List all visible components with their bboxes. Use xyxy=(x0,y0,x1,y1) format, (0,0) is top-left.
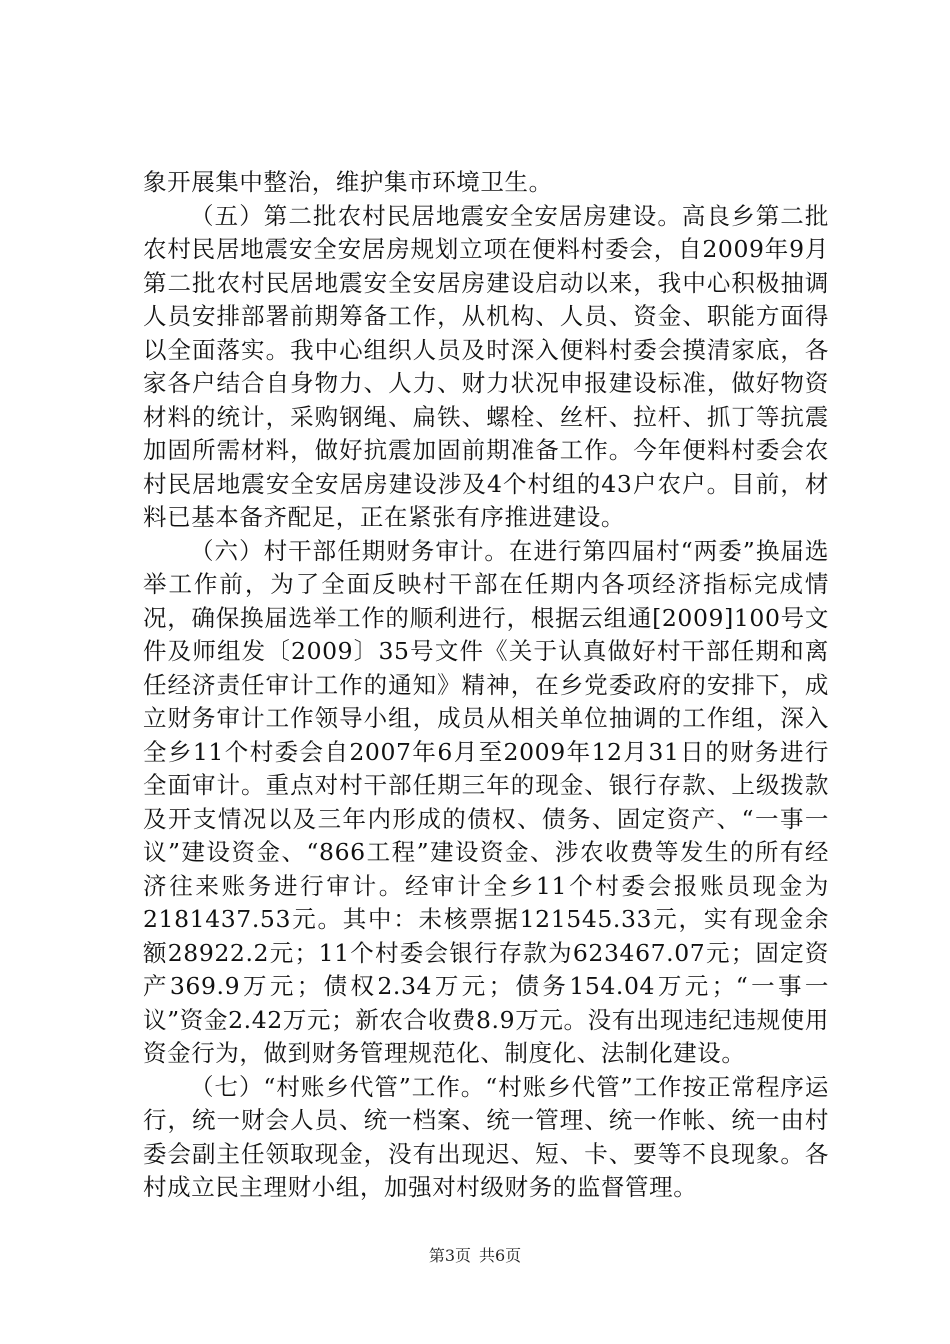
page-total: 共6页 xyxy=(479,1246,522,1265)
document-body xyxy=(143,166,829,1205)
paragraph-continuation: 象开展集中整治，维护集市环境卫生。 xyxy=(143,168,553,196)
paragraph-section-5: （五）第二批农村民居地震安全安居房建设。高良乡第二批农村民居地震安全安居房规划立项在便料村委会，自2009年9月第二批农村民居地震安全安居房建设启动以来，我中心积极抽调人员安排部署前期筹备工作，从机构、人员、资金、职能方面得以全面落实。我中心组织人员及时深入便料村委会摸清家底，各家各户结合自身物力、人力、财力状况申报建设标准，做好物资材料的统计，采购钢绳、扁铁、螺栓、丝杆、拉杆、抓丁等抗震加固所需材料，做好抗震加固前期准备工作。今年便料村委会农村民居地震安全安居房建设涉及4个村组的43户农户。目前，材料已基本备齐配足，正在紧张有序推进建设。 xyxy=(143,201,829,531)
paragraph-section-7: （七）“村账乡代管”工作。“村账乡代管”工作按正常程序运行，统一财会人员、统一档案、统一管理、统一作帐、统一由村委会副主任领取现金，没有出现迟、短、卡、要等不良现象。各村成立民主理财小组，加强对村级财务的监督管理。 xyxy=(143,1072,829,1201)
page-number: 第3页 xyxy=(428,1246,471,1265)
paragraph-section-6: （六）村干部任期财务审计。在进行第四届村“两委”换届选举工作前，为了全面反映村干部在任期内各项经济指标完成情况，确保换届选举工作的顺利进行，根据云组通[2009]100号文件及师组发〔2009〕35号文件《关于认真做好村干部任期和离任经济责任审计工作的通知》精神，在乡党委政府的安排下，成立财务审计工作领导小组，成员从相关单位抽调的工作组，深入全乡11个村委会自2007年6月至2009年12月31日的财务进行全面审计。重点对村干部任期三年的现金、银行存款、上级拨款及开支情况以及三年内形成的债权、债务、固定资产、“一事一议”建设资金、“866工程”建设资金、涉农收费等发生的所有经济往来账务进行审计。经审计全乡11个村委会报账员现金为2181437.53元。其中：未核票据121545.33元，实有现金余额28922.2元；11个村委会银行存款为623467.07元；固定资产369.9万元；债权2.34万元；债务154.04万元；“一事一议”资金2.42万元；新农合收费8.9万元。没有出现违纪违规使用资金行为，做到财务管理规范化、制度化、法制化建设。 xyxy=(143,536,829,1067)
page-footer xyxy=(0,1246,950,1266)
